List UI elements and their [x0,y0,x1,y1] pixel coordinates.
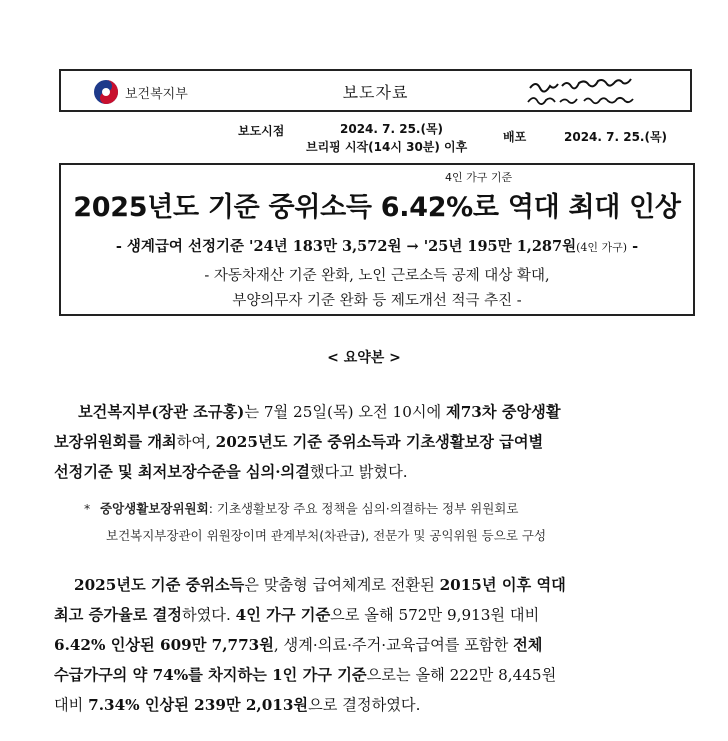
footnote-star: * [84,501,91,516]
p2-emph1-cont: 최고 증가율로 결정 [54,606,182,624]
p2-text3: 으로 올해 572만 9,913원 대비 [330,606,540,624]
handwritten-slogan-image [522,74,672,110]
briefing-time: 브리핑 시작(14시 30분) 이후 [306,140,468,154]
p2-emph2: 4인 가구 기준 [235,606,331,624]
p1-committee-cont: 보장위원회를 개최 [54,433,177,451]
p2-emph3: 6.42% 인상된 609만 7,773원 [54,636,274,654]
subheadline-3: 부양의무자 기준 완화 등 제도개선 적극 추진 - [232,293,522,309]
paragraph-1 [54,397,699,487]
footnote-line2: 보건복지부장관이 위원장이며 관계부처(차관급), 전문가 및 공익위원 등으로 구성 [106,528,547,543]
headline-note: 4인 가구 기준 [445,171,513,184]
p2-text: 은 맞춤형 급여체계로 전환된 [244,576,440,594]
press-release-title: 보도자료 [342,83,409,102]
summary-title: < 요약본 > [327,350,401,366]
release-timing-label: 보도시점 [238,124,285,138]
subheadline-1 [61,235,693,256]
p1-text: 는 7월 25일(목) 오전 10시에 [244,403,447,421]
p1-subject-cont: 선정기준 및 최저보장수준을 심의·의결 [54,463,310,481]
p2-emph5: 7.34% 인상된 239만 2,013원 [88,696,309,714]
distribution-label: 배포 [503,130,527,144]
p2-emph4: 전체 [513,636,543,654]
p1-end: 했다고 밝혔다. [309,463,408,481]
footnote-line1: : 기초생활보장 주요 정책을 심의·의결하는 정부 위원회로 [208,501,519,516]
subheadline-2: - 자동차재산 기준 완화, 노인 근로소득 공제 대상 확대, [204,268,550,284]
paragraph-2 [54,570,699,720]
footnote-term: 중앙생활보장위원회 [100,501,209,516]
ministry-name: 보건복지부 [125,86,188,102]
release-date: 2024. 7. 25.(목) [340,122,444,136]
p1-subject: 2025년도 기준 중위소득과 기초생활보장 급여별 [215,433,544,451]
p1-ministry: 보건복지부(장관 조규홍) [78,403,245,421]
distribution-date: 2024. 7. 25.(목) [564,130,668,144]
p2-text2: 하였다. [181,606,236,624]
p2-emph4-cont: 수급가구의 약 74%를 차지하는 1인 가구 기준 [54,666,367,684]
headline-title: 2025년도 기준 중위소득 6.42%로 역대 최대 인상 [73,192,681,223]
committee-footnote [86,495,696,549]
p2-text6: 대비 [54,696,89,714]
press-header [59,69,692,112]
p1-text2: 하여, [176,433,216,451]
subheadline-1-small: (4인 가구) [576,241,628,254]
p2-subject: 2025년도 기준 중위소득 [74,576,245,594]
p2-emph1: 2015년 이후 역대 [439,576,566,594]
subheadline-1-tail: - [627,238,639,255]
headline-box [59,163,695,316]
p2-end: 으로 결정하였다. [308,696,421,714]
subheadline-1-main: - 생계급여 선정기준 '24년 183만 3,572원 → '25년 195만 1,287원 [115,238,577,255]
p2-text4: , 생계·의료·주거·교육급여를 포함한 [273,636,514,654]
p2-text5: 으로는 올해 222만 8,445원 [366,666,557,684]
p1-committee: 제73차 중앙생활 [446,403,561,421]
